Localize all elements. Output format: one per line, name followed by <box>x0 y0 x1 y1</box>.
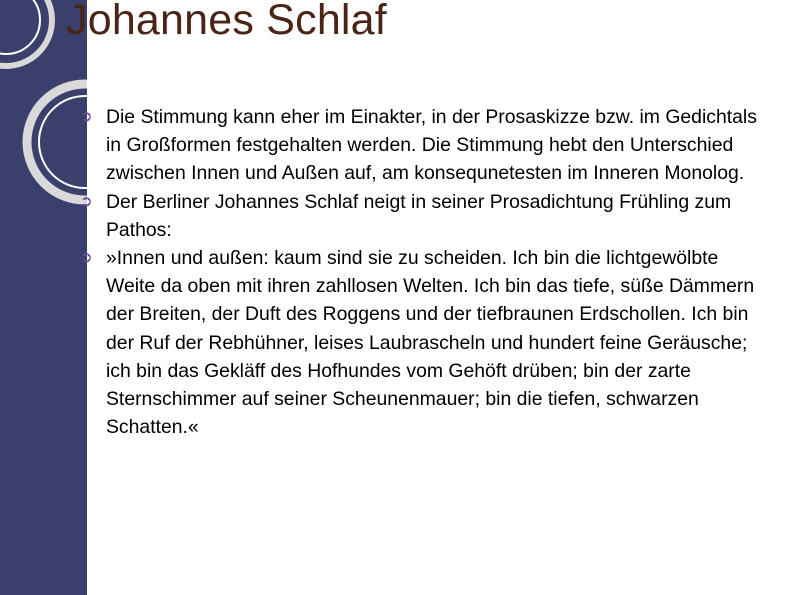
curved-arrow-bullet-icon: ➲ <box>80 192 93 210</box>
bullet-text: Der Berliner Johannes Schlaf neigt in seiner Prosadichtung Frühling zum Pathos: <box>106 190 732 241</box>
bullet-item <box>80 103 770 188</box>
slide-title: Johannes Schlaf <box>66 0 387 44</box>
bullet-item <box>80 188 770 244</box>
bullet-text: Die Stimmung kann eher im Einakter, in der Prosaskizze bzw. im Gedichtals in Großformen festgehalten werden. Die Stimmung hebt den Unterschied zwischen Innen und Außen auf, am konsequnetesten im Inneren Monolog. <box>106 106 757 185</box>
curved-arrow-bullet-icon: ➲ <box>80 108 93 125</box>
bullet-list <box>80 103 770 441</box>
circle-ornament-icon <box>0 0 87 595</box>
curved-arrow-bullet-icon: ➲ <box>80 249 93 267</box>
decorative-sidebar <box>0 0 87 595</box>
bullet-text: »Innen und außen: kaum sind sie zu scheiden. Ich bin die lichtgewölbte Weite da oben mit ihren zahllosen Welten. Ich bin das tiefe, süße Dämmern der Breiten, der Duft des Roggens und der tiefbraunen Erdschollen. Ich bin der Ruf der Rebhühner, leises Laubrascheln und hundert feine Geräusche; ich bin das Gekläff des Hofhundes vom Gehöft drüben; bin der zarte Sternschimmer auf seiner Scheunenmauer; bin die tiefen, schwarzen Schatten.« <box>106 247 755 439</box>
bullet-item <box>80 244 770 441</box>
